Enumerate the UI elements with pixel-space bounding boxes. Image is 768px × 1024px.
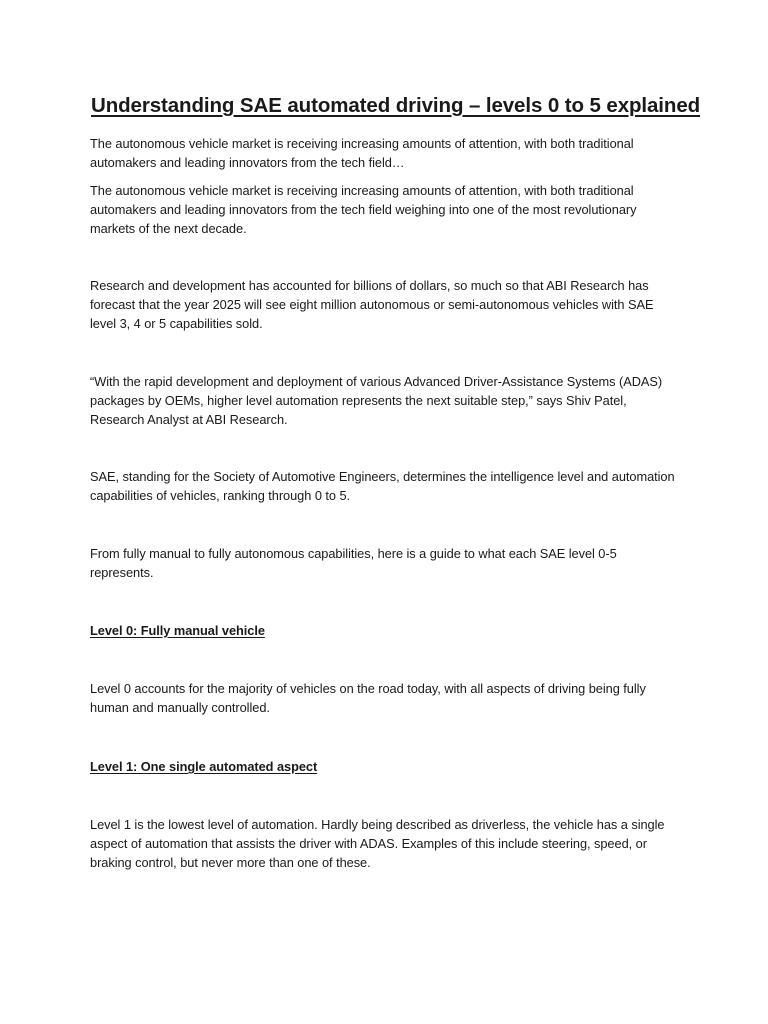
sae-definition-paragraph: SAE, standing for the Society of Automotive Engineers, determines the intelligence level and automation capabilities of vehicles, ranking through 0 to 5.: [90, 469, 675, 503]
intro-paragraph: The autonomous vehicle market is receiving increasing amounts of attention, with both traditional automakers and leading innovators from the tech field weighing into one of the most revolutionary markets of the next decade.: [90, 183, 637, 236]
level-0-heading: Level 0: Fully manual vehicle: [90, 623, 265, 638]
document-title: Understanding SAE automated driving – levels 0 to 5 explained: [91, 94, 701, 117]
guide-intro-paragraph: From fully manual to fully autonomous capabilities, here is a guide to what each SAE level 0-5 represents.: [90, 546, 617, 580]
level-1-paragraph: Level 1 is the lowest level of automation. Hardly being described as driverless, the vehicle has a single aspect of automation that assists the driver with ADAS. Examples of this include steering, speed, or braking control, but never more than one of these.: [90, 817, 665, 870]
level-0-paragraph: Level 0 accounts for the majority of vehicles on the road today, with all aspects of driving being fully human and manually controlled.: [90, 681, 646, 715]
level-1-heading: Level 1: One single automated aspect: [90, 759, 318, 774]
intro-summary-paragraph: The autonomous vehicle market is receiving increasing amounts of attention, with both traditional automakers and leading innovators from the tech field…: [90, 136, 634, 170]
research-paragraph: Research and development has accounted for billions of dollars, so much so that ABI Research has forecast that the year 2025 will see eight million autonomous or semi-autonomous vehicles with SAE level 3, 4 or 5 capabilities sold.: [90, 278, 654, 331]
quote-paragraph: “With the rapid development and deployment of various Advanced Driver-Assistance Systems (ADAS) packages by OEMs, higher level automation represents the next suitable step,” says Shiv Patel, Research Analyst at ABI Research.: [90, 374, 663, 427]
